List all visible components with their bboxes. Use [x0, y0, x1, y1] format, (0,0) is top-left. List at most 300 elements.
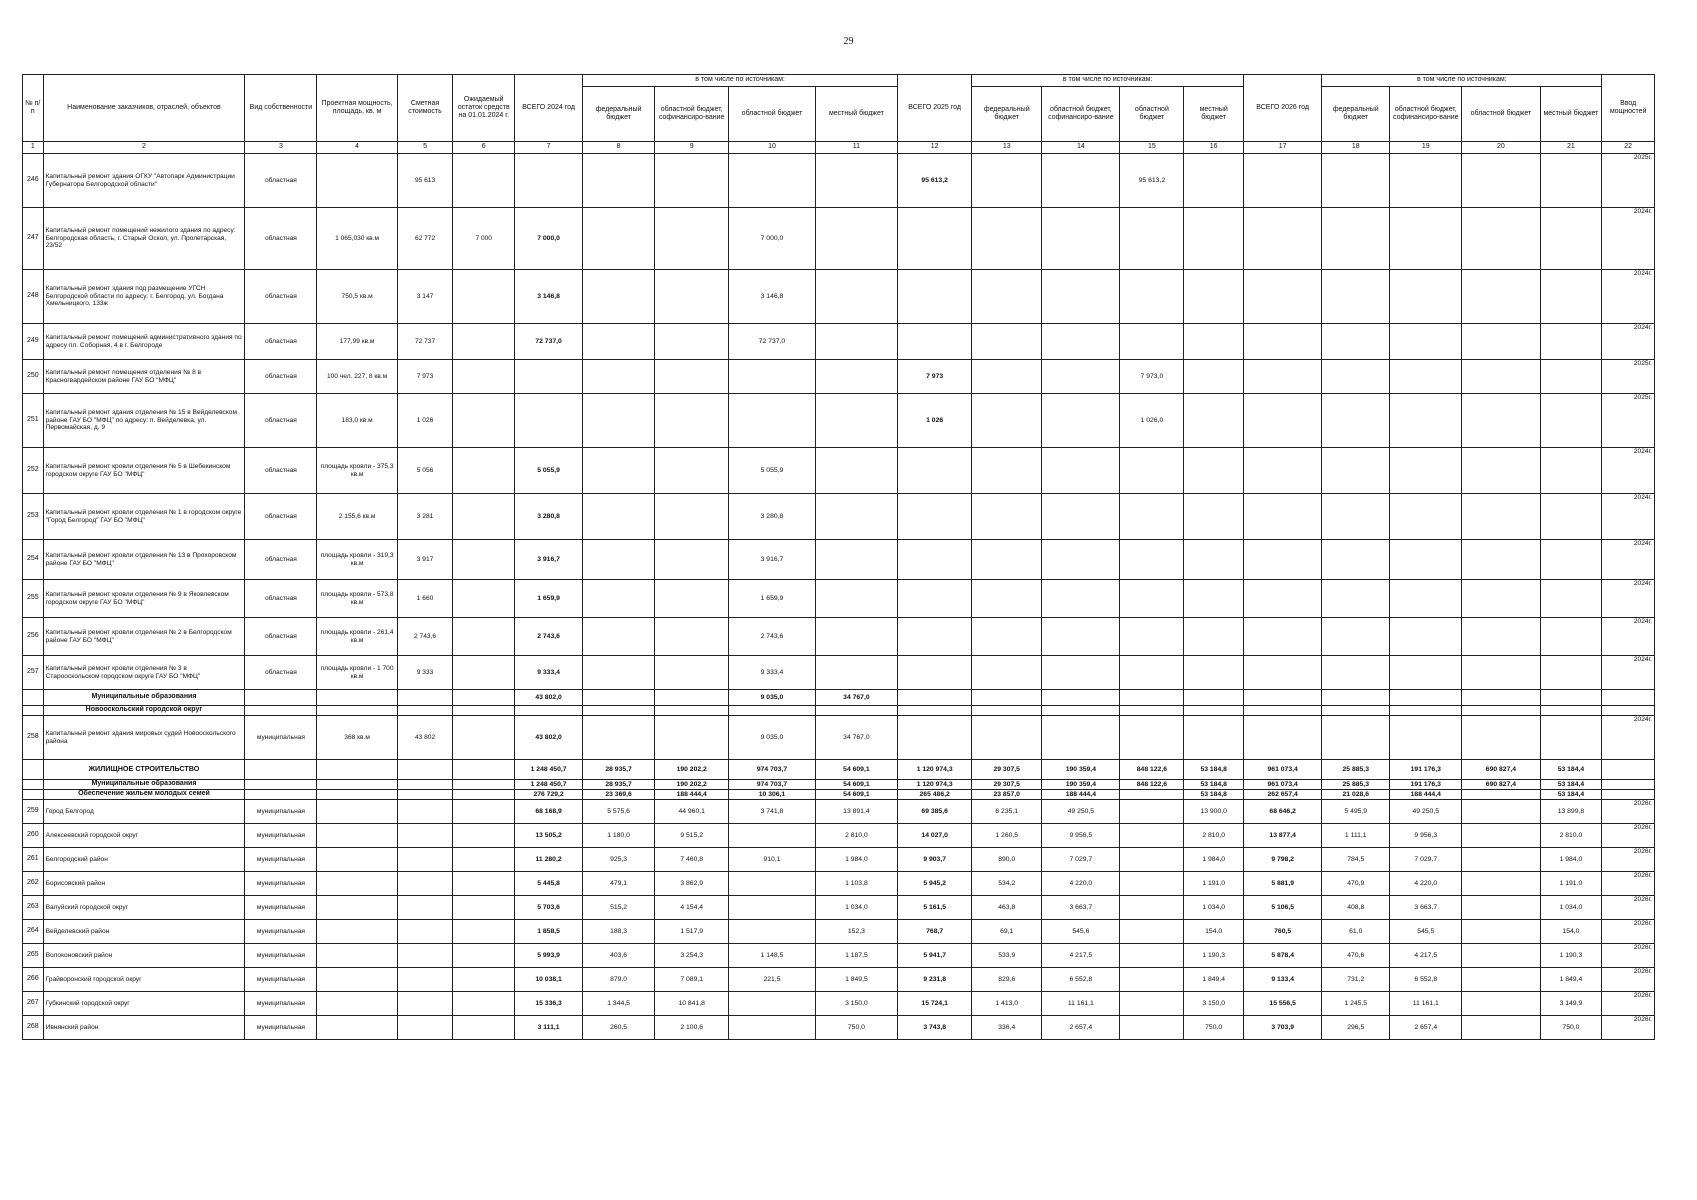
amount-cell: 11 161,1: [1042, 992, 1120, 1016]
amount-cell: [1322, 324, 1390, 360]
amount-cell: [1244, 716, 1322, 760]
amount-cell: [1042, 270, 1120, 324]
row-number: 251: [23, 394, 44, 448]
amount-cell: [1244, 494, 1322, 540]
amount-cell: 1 413,0: [972, 992, 1042, 1016]
commission-year: 2026г.: [1602, 800, 1655, 824]
amount-cell: 1 858,5: [515, 920, 583, 944]
amount-cell: 43 802,0: [515, 716, 583, 760]
object-name: Борисовский район: [43, 872, 245, 896]
amount-cell: 9 133,4: [1244, 968, 1322, 992]
amount-cell: [1120, 896, 1184, 920]
amount-cell: 154,0: [1184, 920, 1244, 944]
object-name: Капитальный ремонт здания отделения № 15 в Вейделевском районе ГАУ БО "МФЦ" по адресу: п. Вейделевка, ул. Первомайская, д. 9: [43, 394, 245, 448]
amount-cell: [1120, 848, 1184, 872]
amount-cell: 1 849,4: [1540, 968, 1602, 992]
amount-cell: [972, 656, 1042, 690]
ownership-type: областная: [245, 208, 317, 270]
amount-cell: [972, 716, 1042, 760]
amount-cell: [729, 872, 815, 896]
amount-cell: [583, 494, 655, 540]
amount-cell: 1 026,0: [1120, 394, 1184, 448]
estimated-cost: 62 772: [397, 208, 453, 270]
amount-cell: 53 184,4: [1540, 760, 1602, 780]
table-body: [23, 154, 1655, 1040]
amount-cell: 3 149,9: [1540, 992, 1602, 1016]
amount-cell: 49 250,5: [1042, 800, 1120, 824]
amount-cell: [815, 494, 897, 540]
amount-cell: 7 973: [898, 360, 972, 394]
commission-year: 2026г.: [1602, 920, 1655, 944]
remaining-funds: [453, 1016, 515, 1040]
table-row: [23, 896, 1655, 920]
amount-cell: 9 798,2: [1244, 848, 1322, 872]
amount-cell: [1184, 324, 1244, 360]
estimated-cost: 3 147: [397, 270, 453, 324]
remaining-funds: [453, 494, 515, 540]
capacity: 750,5 кв.м: [317, 270, 397, 324]
amount-cell: [655, 360, 729, 394]
estimated-cost: [397, 896, 453, 920]
estimated-cost: [397, 800, 453, 824]
amount-cell: [1042, 324, 1120, 360]
table-row: [23, 944, 1655, 968]
amount-cell: [1322, 540, 1390, 580]
amount-cell: [1120, 872, 1184, 896]
amount-cell: 23 857,0: [972, 790, 1042, 800]
remaining-funds: [453, 896, 515, 920]
object-name: Капитальный ремонт здания под размещение УГСН Белгородской области по адресу: г. Белгород, ул. Богдана Хмельницкого, 133ж: [43, 270, 245, 324]
amount-cell: 848 122,6: [1120, 760, 1184, 780]
row-number: [23, 790, 44, 800]
amount-cell: 1 187,5: [815, 944, 897, 968]
ownership-type: муниципальная: [245, 944, 317, 968]
row-number: 266: [23, 968, 44, 992]
header-total-2026: ВСЕГО 2026 год: [1244, 75, 1322, 142]
capacity: площадь кровли - 375,3 кв.м: [317, 448, 397, 494]
amount-cell: 72 737,0: [729, 324, 815, 360]
amount-cell: [1120, 824, 1184, 848]
amount-cell: 534,2: [972, 872, 1042, 896]
amount-cell: [1120, 968, 1184, 992]
section-row: [23, 690, 1655, 706]
amount-cell: [729, 920, 815, 944]
amount-cell: 3 743,8: [898, 1016, 972, 1040]
commission-year: [1602, 780, 1655, 790]
object-name: Капитальный ремонт кровли отделения № 9 в Яковлевском городском округе ГАУ БО "МФЦ": [43, 580, 245, 618]
amount-cell: 13 899,8: [1540, 800, 1602, 824]
amount-cell: [1540, 580, 1602, 618]
amount-cell: [1120, 618, 1184, 656]
empty-cell: [397, 780, 453, 790]
column-number: 7: [515, 142, 583, 154]
empty-cell: [245, 760, 317, 780]
amount-cell: [815, 360, 897, 394]
amount-cell: 1 120 974,3: [898, 760, 972, 780]
amount-cell: [1462, 848, 1540, 872]
amount-cell: [898, 716, 972, 760]
amount-cell: 61,0: [1322, 920, 1390, 944]
amount-cell: [1322, 706, 1390, 716]
amount-cell: [1244, 360, 1322, 394]
amount-cell: 3 663,7: [1042, 896, 1120, 920]
amount-cell: [898, 494, 972, 540]
amount-cell: [515, 154, 583, 208]
amount-cell: [815, 270, 897, 324]
amount-cell: 1 849,4: [1184, 968, 1244, 992]
amount-cell: 1 248 450,7: [515, 780, 583, 790]
amount-cell: [1462, 716, 1540, 760]
row-number: 268: [23, 1016, 44, 1040]
amount-cell: [1462, 360, 1540, 394]
amount-cell: 190 202,2: [655, 760, 729, 780]
amount-cell: [815, 618, 897, 656]
amount-cell: [1390, 208, 1462, 270]
remaining-funds: [453, 448, 515, 494]
amount-cell: 470,9: [1322, 872, 1390, 896]
capacity: [317, 872, 397, 896]
amount-cell: [515, 394, 583, 448]
amount-cell: 2 657,4: [1390, 1016, 1462, 1040]
amount-cell: [1244, 706, 1322, 716]
ownership-type: муниципальная: [245, 968, 317, 992]
ownership-type: областная: [245, 494, 317, 540]
amount-cell: [1120, 656, 1184, 690]
amount-cell: [583, 208, 655, 270]
commission-year: 2024г.: [1602, 656, 1655, 690]
amount-cell: [1120, 706, 1184, 716]
section-title: Обеспечение жильем молодых семей: [43, 790, 245, 800]
capacity: 1 065,030 кв.м: [317, 208, 397, 270]
amount-cell: 1 984,0: [1540, 848, 1602, 872]
remaining-funds: [453, 540, 515, 580]
amount-cell: [1540, 690, 1602, 706]
object-name: Вейделевский район: [43, 920, 245, 944]
amount-cell: [1390, 494, 1462, 540]
amount-cell: [1322, 270, 1390, 324]
header-federal: федеральный бюджет: [1322, 87, 1390, 142]
remaining-funds: [453, 716, 515, 760]
estimated-cost: [397, 1016, 453, 1040]
amount-cell: [1540, 448, 1602, 494]
amount-cell: 408,8: [1322, 896, 1390, 920]
amount-cell: 7 029,7: [1390, 848, 1462, 872]
amount-cell: 4 217,5: [1042, 944, 1120, 968]
amount-cell: [972, 580, 1042, 618]
amount-cell: [1540, 706, 1602, 716]
amount-cell: [972, 448, 1042, 494]
table-row: [23, 618, 1655, 656]
remaining-funds: [453, 920, 515, 944]
amount-cell: [1184, 394, 1244, 448]
amount-cell: 515,2: [583, 896, 655, 920]
capacity: площадь кровли - 1 700 кв.м: [317, 656, 397, 690]
amount-cell: 7 000,0: [729, 208, 815, 270]
commission-year: 2025г.: [1602, 360, 1655, 394]
object-name: Капитальный ремонт здания мировых судей Новооскольского района: [43, 716, 245, 760]
amount-cell: [1462, 394, 1540, 448]
ownership-type: муниципальная: [245, 920, 317, 944]
column-number: 3: [245, 142, 317, 154]
amount-cell: [1540, 208, 1602, 270]
object-name: Капитальный ремонт кровли отделения № 5 в Шебекинском городском округе ГАУ БО "МФЦ": [43, 448, 245, 494]
row-number: 254: [23, 540, 44, 580]
amount-cell: 690 827,4: [1462, 760, 1540, 780]
table-row: [23, 448, 1655, 494]
amount-cell: 848 122,6: [1120, 780, 1184, 790]
amount-cell: 44 960,1: [655, 800, 729, 824]
amount-cell: [1120, 540, 1184, 580]
amount-cell: [1390, 448, 1462, 494]
amount-cell: 3 703,9: [1244, 1016, 1322, 1040]
empty-cell: [453, 780, 515, 790]
commission-year: 2025г.: [1602, 394, 1655, 448]
amount-cell: 188,3: [583, 920, 655, 944]
table-row: [23, 920, 1655, 944]
amount-cell: 9 956,3: [1390, 824, 1462, 848]
amount-cell: 69,1: [972, 920, 1042, 944]
column-number: 16: [1184, 142, 1244, 154]
amount-cell: [1184, 494, 1244, 540]
commission-year: 2025г.: [1602, 154, 1655, 208]
amount-cell: [1042, 394, 1120, 448]
amount-cell: [1462, 208, 1540, 270]
amount-cell: [1390, 270, 1462, 324]
empty-cell: [317, 690, 397, 706]
amount-cell: 7 460,8: [655, 848, 729, 872]
amount-cell: [1540, 154, 1602, 208]
ownership-type: муниципальная: [245, 824, 317, 848]
row-number: 246: [23, 154, 44, 208]
amount-cell: [1042, 656, 1120, 690]
row-number: 256: [23, 618, 44, 656]
column-number-row: [23, 142, 1655, 154]
remaining-funds: [453, 394, 515, 448]
amount-cell: 3 146,8: [515, 270, 583, 324]
column-number: 19: [1390, 142, 1462, 154]
amount-cell: [1462, 270, 1540, 324]
empty-cell: [397, 690, 453, 706]
row-number: 250: [23, 360, 44, 394]
amount-cell: [1540, 618, 1602, 656]
amount-cell: [1322, 690, 1390, 706]
amount-cell: 7 089,1: [655, 968, 729, 992]
remaining-funds: [453, 848, 515, 872]
amount-cell: 7 973,0: [1120, 360, 1184, 394]
amount-cell: [1322, 580, 1390, 618]
table-row: [23, 716, 1655, 760]
ownership-type: областная: [245, 448, 317, 494]
estimated-cost: [397, 920, 453, 944]
ownership-type: муниципальная: [245, 992, 317, 1016]
header-sources-2024: в том числе по источникам:: [583, 75, 898, 87]
object-name: Валуйский городской округ: [43, 896, 245, 920]
amount-cell: 276 729,2: [515, 790, 583, 800]
amount-cell: [1462, 790, 1540, 800]
amount-cell: [1462, 968, 1540, 992]
amount-cell: 191 176,3: [1390, 780, 1462, 790]
section-title: Муниципальные образования: [43, 690, 245, 706]
amount-cell: 5 703,6: [515, 896, 583, 920]
estimated-cost: 2 743,6: [397, 618, 453, 656]
amount-cell: [1244, 580, 1322, 618]
amount-cell: [655, 494, 729, 540]
amount-cell: [1462, 992, 1540, 1016]
amount-cell: 10 841,8: [655, 992, 729, 1016]
table-row: [23, 1016, 1655, 1040]
amount-cell: [1390, 656, 1462, 690]
amount-cell: 974 703,7: [729, 780, 815, 790]
amount-cell: [655, 540, 729, 580]
amount-cell: 5 993,9: [515, 944, 583, 968]
table-row: [23, 394, 1655, 448]
amount-cell: 13 900,0: [1184, 800, 1244, 824]
row-number: 248: [23, 270, 44, 324]
remaining-funds: [453, 618, 515, 656]
amount-cell: [1244, 154, 1322, 208]
amount-cell: [1244, 208, 1322, 270]
amount-cell: [1322, 394, 1390, 448]
amount-cell: 750,0: [1540, 1016, 1602, 1040]
amount-cell: [583, 154, 655, 208]
amount-cell: 690 827,4: [1462, 780, 1540, 790]
amount-cell: [1462, 540, 1540, 580]
ownership-type: муниципальная: [245, 848, 317, 872]
empty-cell: [453, 690, 515, 706]
amount-cell: 54 609,1: [815, 790, 897, 800]
amount-cell: 3 111,1: [515, 1016, 583, 1040]
amount-cell: 3 916,7: [729, 540, 815, 580]
object-name: Капитальный ремонт кровли отделения № 13 в Прохоровском районе ГАУ БО "МФЦ": [43, 540, 245, 580]
amount-cell: [655, 394, 729, 448]
commission-year: 2026г.: [1602, 824, 1655, 848]
row-number: 259: [23, 800, 44, 824]
object-name: Капитальный ремонт помещений нежилого здания по адресу: Белгородская область, г. Старый Оскол, ул. Пролетарская, 23/52: [43, 208, 245, 270]
amount-cell: 1 659,9: [515, 580, 583, 618]
ownership-type: областная: [245, 580, 317, 618]
amount-cell: [972, 394, 1042, 448]
object-name: Капитальный ремонт здания ОГКУ "Автопарк Администрации Губернатора Белгородской области": [43, 154, 245, 208]
capacity: [317, 968, 397, 992]
amount-cell: 2 743,6: [515, 618, 583, 656]
amount-cell: 3 663,7: [1390, 896, 1462, 920]
capacity: [317, 800, 397, 824]
table-row: [23, 968, 1655, 992]
column-number: 4: [317, 142, 397, 154]
amount-cell: [1540, 270, 1602, 324]
object-name: Белгородский район: [43, 848, 245, 872]
amount-cell: [1462, 618, 1540, 656]
column-number: 6: [453, 142, 515, 154]
amount-cell: 961 073,4: [1244, 760, 1322, 780]
ownership-type: областная: [245, 394, 317, 448]
commission-year: 2026г.: [1602, 1016, 1655, 1040]
amount-cell: [1462, 896, 1540, 920]
amount-cell: 10 038,1: [515, 968, 583, 992]
amount-cell: [972, 618, 1042, 656]
amount-cell: [898, 656, 972, 690]
amount-cell: [655, 580, 729, 618]
remaining-funds: [453, 968, 515, 992]
amount-cell: 4 154,4: [655, 896, 729, 920]
capacity: [317, 920, 397, 944]
amount-cell: 1 148,5: [729, 944, 815, 968]
commission-year: 2024г.: [1602, 270, 1655, 324]
amount-cell: 9 333,4: [515, 656, 583, 690]
amount-cell: [1322, 494, 1390, 540]
amount-cell: [729, 394, 815, 448]
amount-cell: [1390, 618, 1462, 656]
amount-cell: [1322, 618, 1390, 656]
amount-cell: 13 877,4: [1244, 824, 1322, 848]
amount-cell: [1540, 716, 1602, 760]
amount-cell: [898, 208, 972, 270]
table-row: [23, 154, 1655, 208]
amount-cell: 11 161,1: [1390, 992, 1462, 1016]
amount-cell: [655, 448, 729, 494]
amount-cell: [1120, 800, 1184, 824]
amount-cell: 68 168,9: [515, 800, 583, 824]
amount-cell: [1390, 716, 1462, 760]
empty-cell: [245, 780, 317, 790]
header-local: местный бюджет: [1184, 87, 1244, 142]
amount-cell: [1120, 944, 1184, 968]
amount-cell: [583, 706, 655, 716]
amount-cell: [1184, 656, 1244, 690]
amount-cell: 545,6: [1042, 920, 1120, 944]
amount-cell: 260,5: [583, 1016, 655, 1040]
amount-cell: 69 385,6: [898, 800, 972, 824]
object-name: Капитальный ремонт кровли отделения № 2 в Белгородском районе ГАУ БО "МФЦ": [43, 618, 245, 656]
amount-cell: [1540, 540, 1602, 580]
amount-cell: 15 724,1: [898, 992, 972, 1016]
amount-cell: 4 217,5: [1390, 944, 1462, 968]
amount-cell: [1322, 360, 1390, 394]
amount-cell: 5 945,2: [898, 872, 972, 896]
remaining-funds: [453, 270, 515, 324]
amount-cell: [1120, 790, 1184, 800]
amount-cell: 5 161,5: [898, 896, 972, 920]
amount-cell: [729, 824, 815, 848]
table-row: [23, 872, 1655, 896]
amount-cell: 3 862,9: [655, 872, 729, 896]
amount-cell: [1462, 944, 1540, 968]
header-regional: областной бюджет: [1462, 87, 1540, 142]
amount-cell: [1244, 618, 1322, 656]
empty-cell: [453, 706, 515, 716]
amount-cell: [1042, 208, 1120, 270]
amount-cell: [815, 540, 897, 580]
amount-cell: 1 026: [898, 394, 972, 448]
estimated-cost: [397, 824, 453, 848]
amount-cell: 190 359,4: [1042, 780, 1120, 790]
commission-year: 2026г.: [1602, 896, 1655, 920]
ownership-type: муниципальная: [245, 1016, 317, 1040]
amount-cell: 925,3: [583, 848, 655, 872]
amount-cell: [1042, 154, 1120, 208]
amount-cell: [583, 540, 655, 580]
amount-cell: [1462, 920, 1540, 944]
object-name: Город Белгород: [43, 800, 245, 824]
amount-cell: [898, 580, 972, 618]
section-row: [23, 706, 1655, 716]
amount-cell: [1184, 690, 1244, 706]
amount-cell: 1 190,3: [1184, 944, 1244, 968]
amount-cell: [583, 618, 655, 656]
ownership-type: областная: [245, 270, 317, 324]
amount-cell: 1 260,5: [972, 824, 1042, 848]
commission-year: 2024г.: [1602, 540, 1655, 580]
